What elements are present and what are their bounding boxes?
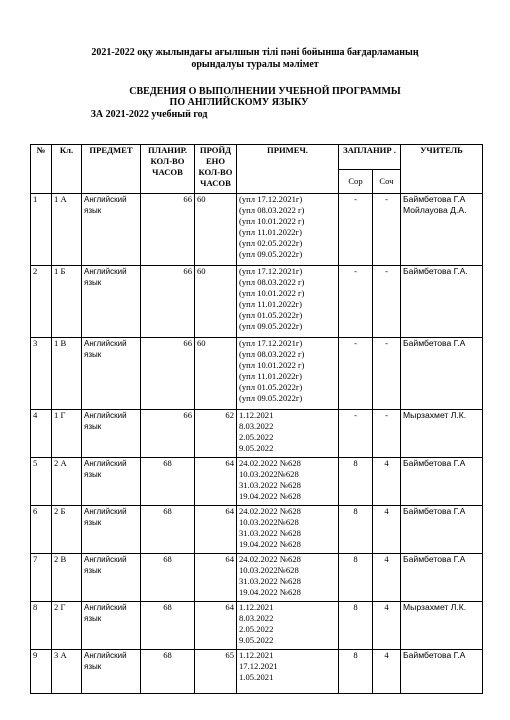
note-line: 1.05.2021 — [239, 672, 274, 682]
header-num: № — [31, 145, 52, 194]
note-line: (упл 09.05.2022г) — [239, 249, 303, 259]
row-notes — [237, 266, 339, 338]
table-row — [31, 266, 483, 338]
row-notes — [237, 194, 339, 266]
row-sor: - — [339, 194, 373, 266]
row-class: 1 В — [52, 338, 82, 410]
row-subject: Английский язык — [82, 506, 141, 554]
header-done-hours: ПРОЙД ЕНО КОЛ-ВО ЧАСОВ — [195, 145, 237, 194]
row-num: 5 — [31, 458, 52, 506]
row-notes — [237, 506, 339, 554]
row-planned-hours: 66 — [141, 410, 195, 458]
note-line: (упл 11.01.2022г) — [239, 227, 302, 237]
note-line: 2.05.2022 — [239, 624, 274, 634]
row-num: 1 — [31, 194, 52, 266]
note-line: (упл 10.01.2022 г) — [239, 288, 305, 298]
note-line: (упл 02.05.2022г) — [239, 238, 303, 248]
row-planned-hours: 68 — [141, 458, 195, 506]
row-teacher: Мырзахмет Л.К. — [401, 602, 483, 650]
row-done-hours: 64 — [195, 554, 237, 602]
row-sor: - — [339, 338, 373, 410]
row-planned-hours: 66 — [141, 338, 195, 410]
row-done-hours: 64 — [195, 458, 237, 506]
note-line: (упл 17.12.2021г) — [239, 194, 303, 204]
note-line: 10.03.2022№628 — [239, 517, 299, 527]
table-row — [31, 506, 483, 554]
row-subject: Английский язык — [82, 410, 141, 458]
row-teacher: Баймбетова Г.А — [401, 338, 483, 410]
header-scheduled: ЗАПЛАНИР . — [339, 145, 401, 170]
row-done-hours: 60 — [195, 338, 237, 410]
note-line: (упл 10.01.2022 г) — [239, 360, 305, 370]
row-subject: Английский язык — [82, 650, 141, 694]
row-teacher: Мырзахмет Л.К. — [401, 410, 483, 458]
note-line: 1.12.2021 — [239, 602, 274, 612]
note-line: (упл 09.05.2022г) — [239, 393, 303, 403]
row-soch: - — [373, 410, 401, 458]
row-teacher: Баймбетова Г.А Мойлауова Д.А. — [401, 194, 483, 266]
russian-title-line1: СВЕДЕНИЯ О ВЫПОЛНЕНИИ УЧЕБНОЙ ПРОГРАММЫ — [129, 86, 401, 97]
header-sor: Сор — [339, 170, 373, 194]
row-sor: 8 — [339, 458, 373, 506]
note-line: 17.12.2021 — [239, 661, 278, 671]
row-soch: 4 — [373, 458, 401, 506]
row-subject: Английский язык — [82, 602, 141, 650]
note-line: (упл 01.05.2022г) — [239, 310, 303, 320]
note-line: 9.05.2022 — [239, 443, 274, 453]
row-class: 2 В — [52, 554, 82, 602]
row-sor: - — [339, 410, 373, 458]
row-class: 2 А — [52, 458, 82, 506]
row-sor: 8 — [339, 506, 373, 554]
row-done-hours: 62 — [195, 410, 237, 458]
note-line: 10.03.2022№628 — [239, 565, 299, 575]
kazakh-title-line2: орындалуы туралы мәлімет — [191, 59, 319, 70]
note-line: (упл 08.03.2022 г) — [239, 349, 305, 359]
note-line: (упл 10.01.2022 г) — [239, 216, 305, 226]
russian-title-line2: ПО АНГЛИЙСКОМУ ЯЗЫКУ — [169, 97, 309, 108]
table-row — [31, 650, 483, 694]
note-line: (упл 01.05.2022г) — [239, 382, 303, 392]
row-notes — [237, 338, 339, 410]
row-num: 3 — [31, 338, 52, 410]
header-class: Кл. — [52, 145, 82, 194]
row-num: 6 — [31, 506, 52, 554]
row-planned-hours: 66 — [141, 194, 195, 266]
note-line: 10.03.2022№628 — [239, 469, 299, 479]
row-notes — [237, 458, 339, 506]
row-notes — [237, 554, 339, 602]
row-done-hours: 64 — [195, 506, 237, 554]
row-soch: 4 — [373, 650, 401, 694]
row-subject: Английский язык — [82, 266, 141, 338]
row-class: 3 А — [52, 650, 82, 694]
row-done-hours: 60 — [195, 266, 237, 338]
note-line: 31.03.2022 №628 — [239, 528, 301, 538]
row-subject: Английский язык — [82, 194, 141, 266]
kazakh-title-line1: 2021-2022 оқу жылындағы ағылшын тілі пәні бойынша бағдарламаның — [91, 47, 419, 58]
row-soch: 4 — [373, 554, 401, 602]
row-num: 9 — [31, 650, 52, 694]
row-planned-hours: 68 — [141, 554, 195, 602]
header-teacher: УЧИТЕЛЬ — [401, 145, 483, 194]
row-done-hours: 64 — [195, 602, 237, 650]
note-line: 19.04.2022 №628 — [239, 539, 301, 549]
row-soch: 4 — [373, 602, 401, 650]
row-subject: Английский язык — [82, 554, 141, 602]
row-teacher: Баймбетова Г.А — [401, 458, 483, 506]
row-sor: 8 — [339, 554, 373, 602]
row-class: 1 А — [52, 194, 82, 266]
note-line: 31.03.2022 №628 — [239, 480, 301, 490]
row-class: 1 Б — [52, 266, 82, 338]
header-planned-hours: ПЛАНИР. КОЛ-ВО ЧАСОВ — [141, 145, 195, 194]
note-line: 8.03.2022 — [239, 613, 274, 623]
row-planned-hours: 68 — [141, 650, 195, 694]
note-line: (упл 08.03.2022 г) — [239, 205, 305, 215]
row-teacher: Баймбетова Г.А — [401, 650, 483, 694]
row-num: 2 — [31, 266, 52, 338]
table-row — [31, 602, 483, 650]
row-num: 7 — [31, 554, 52, 602]
header-notes: ПРИМЕЧ. — [237, 145, 339, 194]
row-soch: 4 — [373, 506, 401, 554]
row-planned-hours: 68 — [141, 602, 195, 650]
note-line: (упл 17.12.2021г) — [239, 266, 303, 276]
row-sor: - — [339, 266, 373, 338]
row-soch: - — [373, 194, 401, 266]
note-line: 24.02.2022 №628 — [239, 554, 301, 564]
row-class: 2 Г — [52, 602, 82, 650]
note-line: 1.12.2021 — [239, 410, 274, 420]
note-line: 8.03.2022 — [239, 421, 274, 431]
note-line: (упл 09.05.2022г) — [239, 321, 303, 331]
note-line: 9.05.2022 — [239, 635, 274, 645]
table-row — [31, 554, 483, 602]
row-notes — [237, 410, 339, 458]
note-line: 2.05.2022 — [239, 432, 274, 442]
table-row — [31, 458, 483, 506]
row-sor: 8 — [339, 650, 373, 694]
note-line: 24.02.2022 №628 — [239, 458, 301, 468]
note-line: 24.02.2022 №628 — [239, 506, 301, 516]
row-done-hours: 60 — [195, 194, 237, 266]
note-line: 31.03.2022 №628 — [239, 576, 301, 586]
header-subject: ПРЕДМЕТ — [82, 145, 141, 194]
row-done-hours: 65 — [195, 650, 237, 694]
row-notes — [237, 602, 339, 650]
row-planned-hours: 66 — [141, 266, 195, 338]
row-teacher: Баймбетова Г.А — [401, 554, 483, 602]
row-subject: Английский язык — [82, 458, 141, 506]
note-line: 19.04.2022 №628 — [239, 491, 301, 501]
row-soch: - — [373, 338, 401, 410]
row-notes — [237, 650, 339, 694]
note-line: 19.04.2022 №628 — [239, 587, 301, 597]
row-soch: - — [373, 266, 401, 338]
row-num: 4 — [31, 410, 52, 458]
row-teacher: Баймбетова Г.А. — [401, 266, 483, 338]
row-sor: 8 — [339, 602, 373, 650]
row-class: 1 Г — [52, 410, 82, 458]
header-soch: Соч — [373, 170, 401, 194]
note-line: (упл 11.01.2022г) — [239, 299, 302, 309]
note-line: (упл 17.12.2021г) — [239, 338, 303, 348]
table-row — [31, 194, 483, 266]
note-line: (упл 08.03.2022 г) — [239, 277, 305, 287]
row-num: 8 — [31, 602, 52, 650]
table-row — [31, 338, 483, 410]
russian-title-line3: ЗА 2021-2022 учебный год — [90, 109, 208, 120]
row-class: 2 Б — [52, 506, 82, 554]
program-table — [30, 144, 483, 694]
row-teacher: Баймбетова Г.А — [401, 506, 483, 554]
note-line: (упл 11.01.2022г) — [239, 371, 302, 381]
table-row — [31, 410, 483, 458]
note-line: 1.12.2021 — [239, 650, 274, 660]
row-planned-hours: 68 — [141, 506, 195, 554]
row-subject: Английский язык — [82, 338, 141, 410]
